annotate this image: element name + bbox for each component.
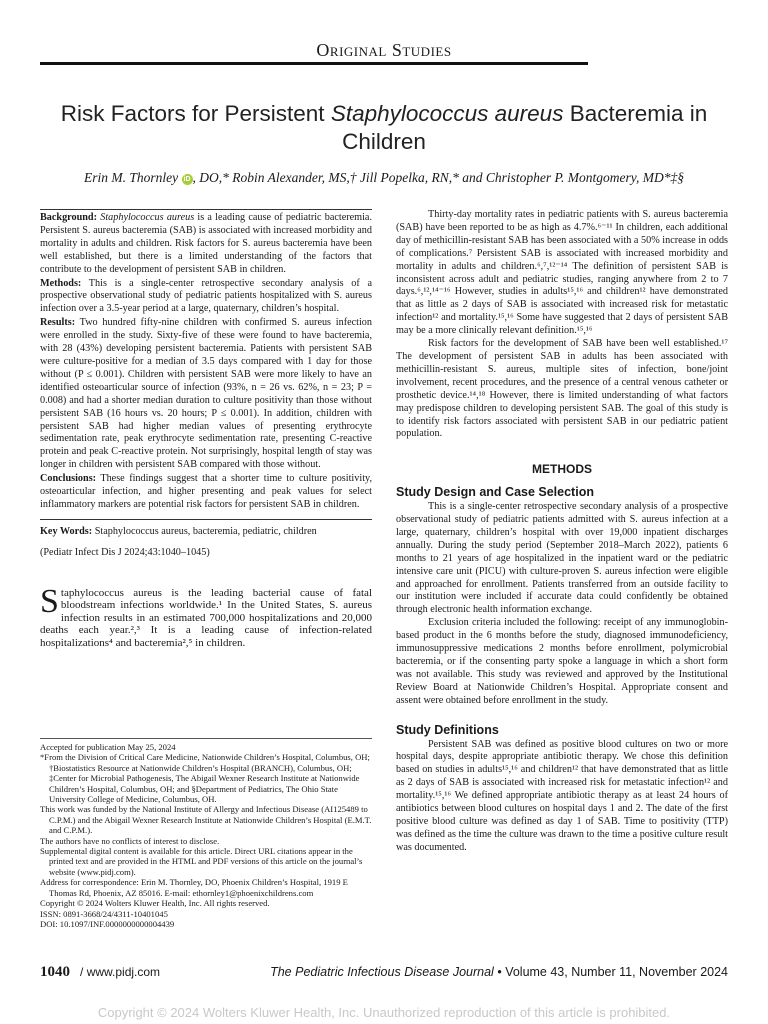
footnote-item: The authors have no conflicts of interest to disclose.: [40, 835, 220, 846]
drop-cap: S: [40, 582, 59, 620]
section-header: Original Studies: [316, 40, 452, 60]
methods-heading: METHODS: [532, 462, 592, 477]
background-italic: Staphylococcus aureus: [100, 212, 195, 223]
abstract: [40, 209, 372, 520]
other-authors: , DO,* Robin Alexander, MS,† Jill Popelka, RN,* and Christopher P. Montgomery, MD*‡§: [192, 170, 684, 185]
intro-paragraph: [40, 582, 372, 650]
journal-url[interactable]: [80, 965, 160, 979]
subheading-study-definitions: Study Definitions: [396, 722, 499, 737]
left-column: [40, 209, 372, 650]
intro-text: taphylococcus aureus is the leading bacterial cause of fatal bloodstream infections worldwide.¹ In the United States, S. aureus infection results in an estimated 700,000 hospitalizations and 20,000 deaths each year.²,³ It is a leading cause of infection-related hospitalizations⁴ and bacteremia²,⁵ in children.: [40, 586, 372, 650]
footer-bullet: •: [497, 965, 502, 979]
keywords: [40, 526, 372, 539]
background-text: is a leading cause of pediatric bacteremia. Persistent S. aureus bacteremia (SAB) is associated with increased morbidity and mortality in adults and children. Risk factors for S. aureus bacteremia have been well established, but there is a limited understanding of the factors that contribute to the development of persistent SAB in children.: [40, 212, 373, 275]
copyright-watermark: Copyright © 2024 Wolters Kluwer Health, Inc. Unauthorized reproduction of this article is prohibited.: [97, 1005, 671, 1020]
footnote-item: This work was funded by the National Institute of Allergy and Infectious Disease (AI125489 to C.P.M.) and the Abigail Wexner Research Institute at Nationwide Children’s Hospital (E.M.T. and C.P.M.).: [40, 804, 372, 836]
footnote-item: DOI: 10.1097/INF.0000000000004439: [40, 918, 175, 929]
footer-separator: /: [80, 965, 84, 979]
footnote-item: ISSN: 0891-3668/24/4311-10401045: [40, 908, 168, 919]
conclusions-label: Conclusions:: [40, 473, 97, 485]
body-paragraph: This is a single-center retrospective secondary analysis of a prospective observational study of pediatric patients admitted with S. aureus infection at a large, quaternary, children’s hospital with over 19,000 inpatient discharges annually. During the study period (September 2018–March 2022), patients 6 months to 21 years of age hospitalized in the inpatient ward or the pediatric intensive care unit (PICU) with culture-proven S. aureus infection were eligible and approached for enrollment. Patients transferred from an outside facility to our institution were included if accurate data could confidently be obtained through electronic health information exchange.: [396, 501, 728, 616]
footnote-item: *From the Division of Critical Care Medicine, Nationwide Children’s Hospital, Columbus, OH; †Biostatistics Resource at Nationwide Children’s Hospital (BRANCH), Columbus, OH; ‡Center for Microbial Pathogenesis, The Abigail Wexner Research Institute at Nationwide Children’s Hospital, Columbus, OH; and §Department of Pediatrics, The Ohio State University College of Medicine, Columbus, OH.: [40, 752, 370, 805]
article-title: [40, 100, 728, 156]
right-column: [396, 209, 728, 855]
abstract-conclusions: [40, 473, 372, 512]
methods-label: Methods:: [40, 277, 82, 289]
volume-info: Volume 43, Number 11, November 2024: [505, 965, 728, 979]
footnote-item: Address for correspondence: Erin M. Thornley, DO, Phoenix Children’s Hospital, 1919 E Thomas Rd, Phoenix, AZ 85016. E-mail: ethornley1@phoenixchildrens.com: [40, 877, 348, 898]
background-label: Background:: [40, 212, 97, 223]
page-number: 1040: [40, 964, 70, 980]
keywords-text: Staphylococcus aureus, bacteremia, pediatric, children: [92, 525, 317, 537]
first-author: Erin M. Thornley: [84, 170, 179, 185]
title-post: Bacteremia in Children: [342, 101, 708, 154]
body-paragraph: Persistent SAB was defined as positive blood cultures on two or more hospital days, despite appropriate antibiotic therapy. We chose this definition based on studies in adults¹⁵,¹⁶ and children¹² that have demonstrated that as little as 2 days of SAB is associated with increased risk for metastatic infection¹² and mortality.¹⁵,¹⁶ We defined appropriate antibiotic therapy as at least 24 hours of antibiotics between blood cultures on hospital days 1 and 2. The date of the first positive blood culture was defined as day 1 of SAB. Time to positivity (TTP) was defined as the time the culture was drawn to the time a positive culture result was documented.: [396, 738, 728, 853]
results-text: Two hundred fifty-nine children with confirmed S. aureus infection were enrolled in the study. Sixty-five of these were found to have bacteremia, with 28 (43%) developing persistent bacteremia. Patients with persistent SAB were culture-positive for a median of 3.5 days compared with 1 day for those without (P ≤ 0.001). Children with persistent SAB were more likely to have an identified osteoarticular source of infection (93%, n = 26 vs. 62%, n = 23; P = 0.008) and had a shorter median duration to culture positivity than those without persistent SAB (16 hours vs. 20 hours; P ≤ 0.001). In addition, children with persistent SAB had higher median values of presenting erythrocyte sedimentation rate, peak erythrocyte sedimentation rate, presenting C-reactive protein and peak C-reactive protein. Not surprisingly, hospital length of stay was longer in children with persistent SAB compared with those without.: [40, 317, 372, 471]
journal-info: [270, 965, 728, 979]
citation: (Pediatr Infect Dis J 2024;43:1040–1045): [40, 546, 210, 558]
results-label: Results:: [40, 317, 76, 329]
conclusions-text: These findings suggest that a shorter time to culture positivity, osteoarticular infection, and higher presenting and peak values for select inflammatory markers are potential risk factors for persistent SAB in children.: [40, 473, 372, 510]
abstract-results: [40, 317, 372, 472]
abstract-methods: [40, 278, 372, 317]
footnote-item: Accepted for publication May 25, 2024: [40, 742, 176, 752]
orcid-icon[interactable]: iD: [183, 176, 191, 183]
author-list: [40, 170, 728, 186]
body-paragraph: Exclusion criteria included the following: receipt of any immunoglobin-based product in the 6 months before the study, diagnosed immunodeficiency, immunosuppressive medications 2 months before enrollment, polymicrobial bacteremia, or if the consenting party spoke a language in which a short form was not available. This study was reviewed and approved by the Institutional Review Board at Nationwide Children’s Hospital. Appropriate consent and assent were obtained before enrollment in the study.: [396, 617, 728, 706]
header-rule: [40, 62, 588, 65]
footnote-item: Supplemental digital content is available for this article. Direct URL citations appear in the printed text and are provided in the HTML and PDF versions of this article on the journal’s website (www.pidj.com).: [40, 846, 363, 877]
page-footer: [40, 964, 728, 984]
abstract-background: [40, 212, 372, 277]
body-paragraph: Thirty-day mortality rates in pediatric patients with S. aureus bacteremia (SAB) have been reported to be as high as 4.7%.⁶⁻¹¹ In children, each additional day of methicillin-resistant SAB has been associated with a 50% increase in odds of complications.⁷ Persistent SAB is associated with increased morbidity and mortality in adults and children.⁶,⁷,¹²⁻¹⁴ The definition of persistent SAB is inconsistent across adult and pediatric studies, ranging anywhere from 2 to 7 days.⁶,¹²,¹⁴⁻¹⁶ However, studies in adults¹⁵,¹⁶ and children¹² have demonstrated that as little as 2 days of SAB is associated with increased risk for metastatic infection¹² and mortality.¹⁵,¹⁶ Some have suggested that 2 days of persistent SAB may be a more clinically relevant definition.¹⁵,¹⁶: [396, 209, 728, 337]
subheading-study-design: Study Design and Case Selection: [396, 485, 594, 500]
body-paragraph: Risk factors for the development of SAB have been well established.¹⁷ The development of persistent SAB in adults has been associated with methicillin-resistant S. aureus, multiple sites of infection, bone/joint involvement, recent procedures, and the presence of a central venous catheter or prosthetic device.¹⁴,¹⁸ However, there is limited understanding of what factors may predispose children to developing persistent SAB. The goal of this study is to identify risk factors associated with persistent SAB in our pediatric patient population.: [396, 338, 728, 440]
title-pre: Risk Factors for Persistent: [60, 101, 331, 126]
url-text: www.pidj.com: [86, 965, 161, 979]
title-italic: Staphylococcus aureus: [330, 101, 564, 126]
journal-name: The Pediatric Infectious Disease Journal: [270, 965, 494, 979]
methods-text: This is a single-center retrospective secondary analysis of a prospective observational study of pediatric patients hospitalized with S. aureus infection over a 3.5-year period at a large, quaternary, children’s hospital.: [40, 277, 372, 315]
footnotes: [40, 738, 372, 929]
footnote-item: Copyright © 2024 Wolters Kluwer Health, Inc. All rights reserved.: [40, 898, 270, 909]
keywords-label: Key Words:: [40, 525, 93, 537]
